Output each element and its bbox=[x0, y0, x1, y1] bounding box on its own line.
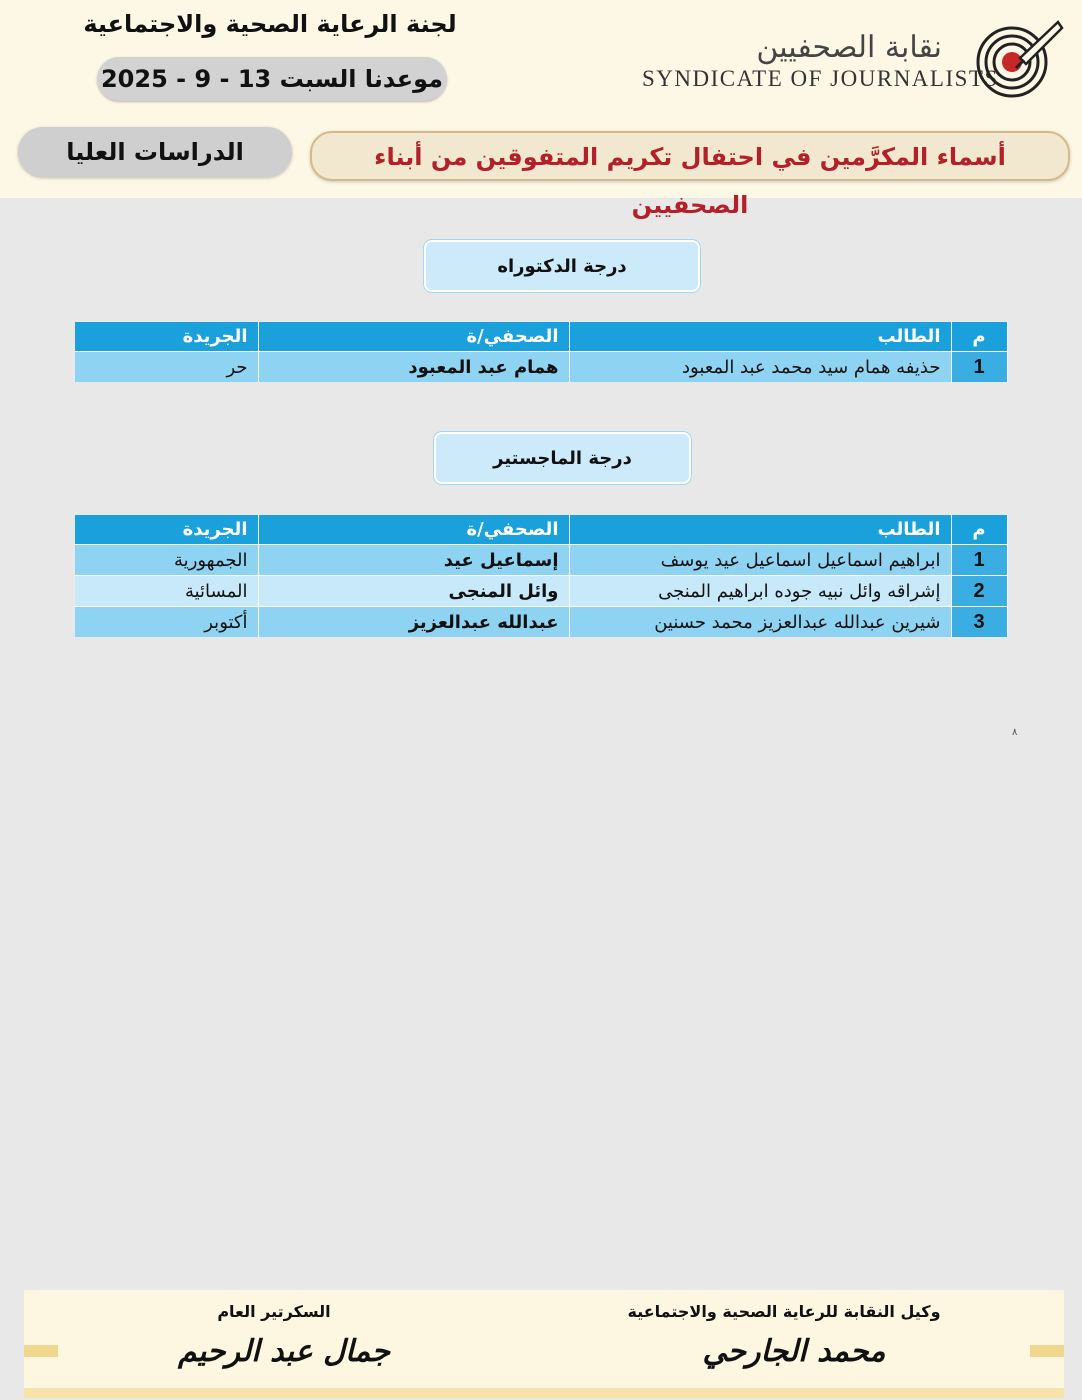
footer-decor-stripe bbox=[1030, 1345, 1064, 1357]
student-name: حذيفه همام سيد محمد عبد المعبود bbox=[569, 352, 951, 383]
journalist-name: إسماعيل عيد bbox=[258, 545, 569, 576]
column-header-newspaper: الجريدة bbox=[75, 515, 258, 545]
column-header-journalist: الصحفي/ة bbox=[258, 515, 569, 545]
signature-footer bbox=[24, 1290, 1064, 1398]
logo-english-text: SYNDICATE OF JOURNALISTS bbox=[642, 66, 999, 91]
row-number: 1 bbox=[951, 545, 1007, 576]
journalist-name: همام عبد المعبود bbox=[258, 352, 569, 383]
table-row bbox=[75, 576, 1007, 607]
column-header-student: الطالب bbox=[569, 322, 951, 352]
column-header-newspaper: الجريدة bbox=[75, 322, 258, 352]
table-row bbox=[75, 607, 1007, 638]
deputy-signature: محمد الجارحي bbox=[702, 1334, 886, 1369]
newspaper-name: حر bbox=[75, 352, 258, 383]
student-name: إشراقه وائل نبيه جوده ابراهيم المنجى bbox=[569, 576, 951, 607]
row-number: 3 bbox=[951, 607, 1007, 638]
newspaper-name: الجمهورية bbox=[75, 545, 258, 576]
page-mark: ٨ bbox=[1012, 727, 1018, 738]
page-title: أسماء المكرَّمين في احتفال تكريم المتفوقين من أبناء الصحفيين bbox=[310, 131, 1070, 181]
masters-table bbox=[75, 515, 1008, 637]
newspaper-name: أكتوبر bbox=[75, 607, 258, 638]
secretary-title: السكرتير العام bbox=[217, 1302, 331, 1321]
column-header-num: م bbox=[951, 322, 1007, 352]
logo-arabic-text: نقابة الصحفيين bbox=[756, 30, 942, 65]
column-header-num: م bbox=[951, 515, 1007, 545]
section-badge: الدراسات العليا bbox=[18, 127, 292, 177]
journalist-name: عبدالله عبدالعزيز bbox=[258, 607, 569, 638]
table-row bbox=[75, 352, 1007, 383]
committee-name: لجنة الرعاية الصحية والاجتماعية bbox=[83, 10, 457, 38]
doctorate-table bbox=[75, 322, 1008, 382]
syndicate-emblem-icon bbox=[972, 18, 1064, 98]
table-header-row bbox=[75, 515, 1007, 545]
syndicate-logo bbox=[640, 18, 1070, 108]
table-row bbox=[75, 545, 1007, 576]
deputy-title: وكيل النقابة للرعاية الصحية والاجتماعية bbox=[627, 1302, 941, 1321]
secretary-signature: جمال عبد الرحيم bbox=[177, 1334, 390, 1369]
student-name: ابراهيم اسماعيل اسماعيل عيد يوسف bbox=[569, 545, 951, 576]
journalist-name: وائل المنجى bbox=[258, 576, 569, 607]
doctorate-heading: درجة الدكتوراه bbox=[424, 240, 700, 292]
event-date-badge: موعدنا السبت 13 - 9 - 2025 bbox=[97, 57, 447, 101]
row-number: 2 bbox=[951, 576, 1007, 607]
student-name: شيرين عبدالله عبدالعزيز محمد حسنين bbox=[569, 607, 951, 638]
column-header-student: الطالب bbox=[569, 515, 951, 545]
footer-decor-stripe bbox=[24, 1345, 58, 1357]
footer-decor-stripe bbox=[24, 1388, 1064, 1398]
column-header-journalist: الصحفي/ة bbox=[258, 322, 569, 352]
page-header bbox=[0, 0, 1082, 219]
masters-heading: درجة الماجستير bbox=[434, 432, 691, 484]
newspaper-name: المسائية bbox=[75, 576, 258, 607]
row-number: 1 bbox=[951, 352, 1007, 383]
table-header-row bbox=[75, 322, 1007, 352]
